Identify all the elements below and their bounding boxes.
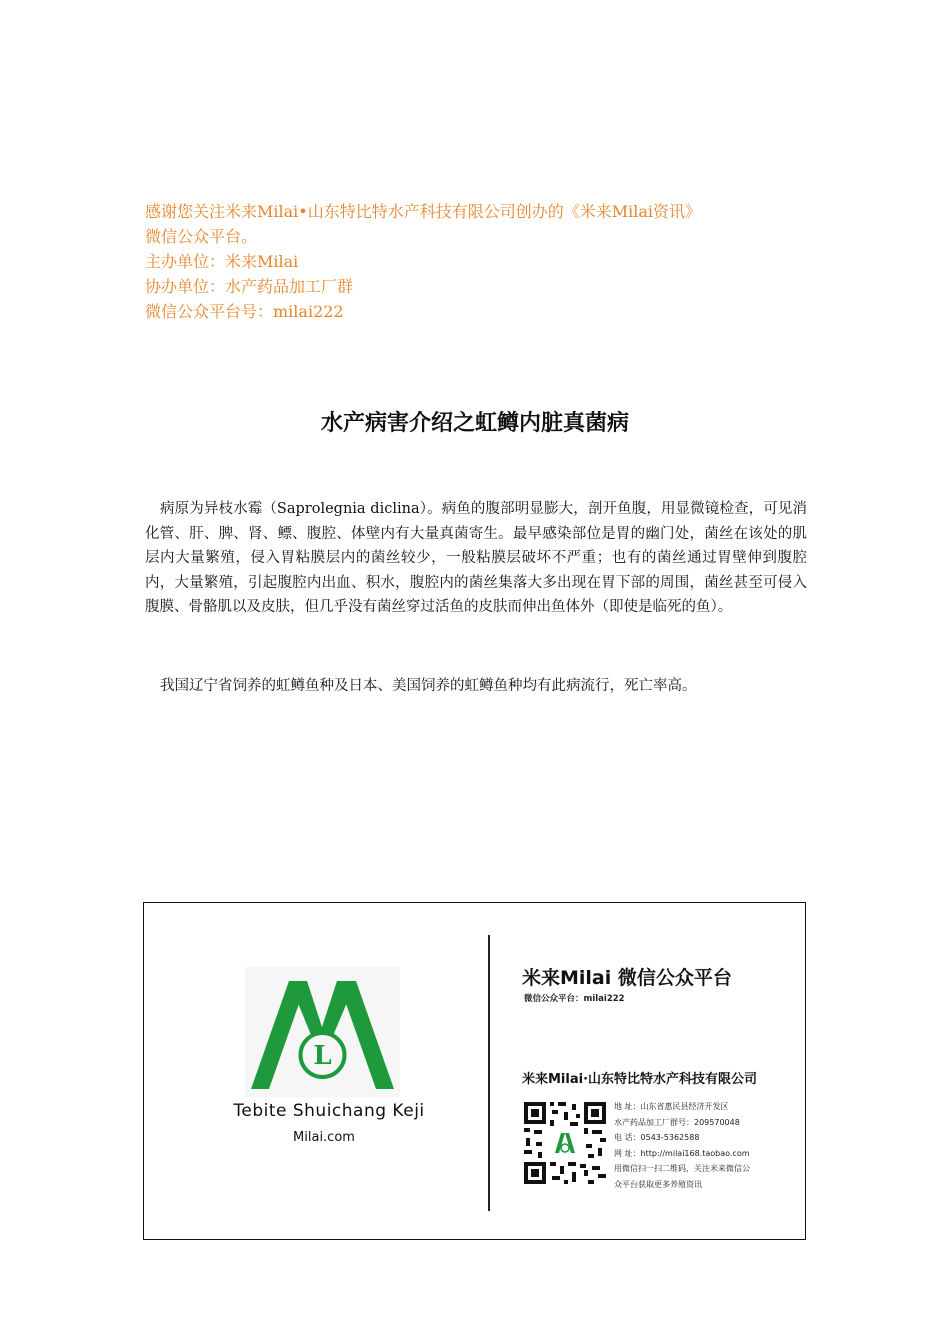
logo-website: Milai.com <box>293 1130 355 1145</box>
host-line: 主办单位：米来Milai <box>145 252 299 271</box>
intro-line: 微信公众平台。 <box>145 227 258 246</box>
company-logo <box>245 967 400 1097</box>
card-divider <box>488 935 490 1211</box>
qr-hint-line: 众平台获取更多养殖资讯 <box>614 1179 702 1189</box>
intro-line: 感谢您关注米来Milai•山东特比特水产科技有限公司创办的《米来Milai资讯》 <box>145 202 701 221</box>
website-line[interactable]: 网 址：http://milai168.taobao.com <box>614 1148 750 1158</box>
card-subtitle: 微信公众平台：milai222 <box>524 994 625 1004</box>
article-paragraph: 病原为异枝水霉（Saprolegnia diclina）。病鱼的腹部明显膨大，剖开鱼腹，用显微镜检查，可见消化管、肝、脾、肾、鳔、腹腔、体壁内有大量真菌寄生。最早感染部位是胃的幽门处，菌丝在该处的肌层内大量繁殖，侵入胃粘膜层内的菌丝较少，一般粘膜层破坏不严重；也有的菌丝通过胃壁伸到腹腔内，大量繁殖，引起腹腔内出血、积水，腹腔内的菌丝集落大多出现在胃下部的周围，菌丝甚至可侵入腹膜、骨骼肌以及皮肤，但几乎没有菌丝穿过活鱼的皮肤而伸出鱼体外（即使是临死的鱼）。 <box>145 501 807 615</box>
qr-code-icon[interactable] <box>522 1100 608 1186</box>
card-company-name: 米来Milai·山东特比特水产科技有限公司 <box>522 1072 758 1087</box>
logo-icon <box>245 967 400 1097</box>
address-line: 地 址：山东省惠民县经济开发区 <box>614 1102 729 1111</box>
article-title: 水产病害介绍之虹鳟内脏真菌病 <box>320 410 629 436</box>
article-paragraph: 我国辽宁省饲养的虹鳟鱼种及日本、美国饲养的虹鳟鱼种均有此病流行，死亡率高。 <box>160 678 697 694</box>
group-number-line: 水产药品加工厂群号：209570048 <box>614 1117 740 1127</box>
contact-info <box>614 1099 799 1192</box>
logo-english-name: Tebite Shuichang Keji <box>233 1101 425 1121</box>
co-host-line: 协办单位：水产药品加工厂群 <box>145 277 354 296</box>
phone-line: 电 话：0543-5362588 <box>614 1133 700 1142</box>
card-title: 米来Milai 微信公众平台 <box>522 967 732 989</box>
wechat-id-line: 微信公众平台号：milai222 <box>145 302 344 321</box>
intro-block <box>145 199 825 324</box>
qr-hint-line: 用微信扫一扫二维码，关注米来微信公 <box>614 1164 750 1173</box>
logo-letter: L <box>313 1041 332 1071</box>
business-card <box>143 902 806 1240</box>
